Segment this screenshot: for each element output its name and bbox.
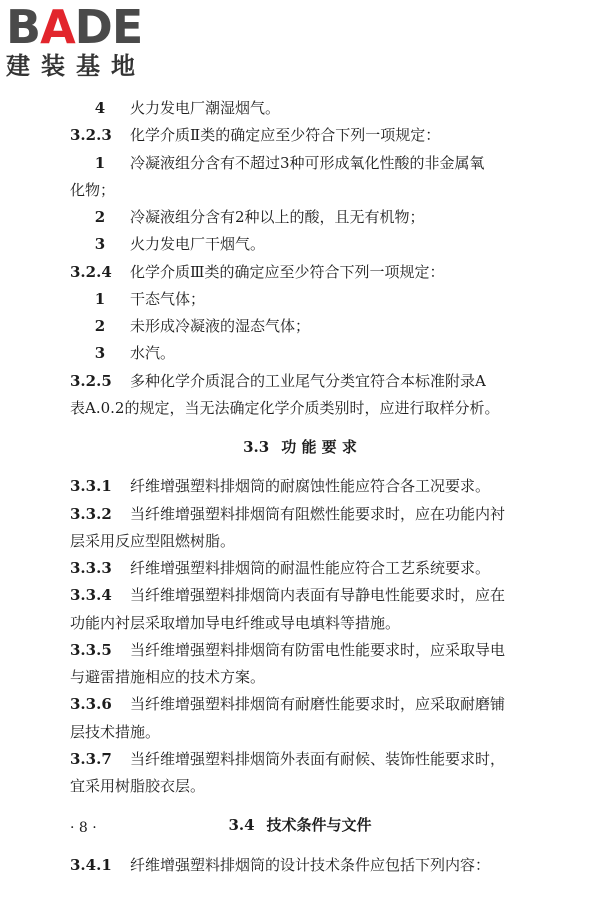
clause-text: 纤维增强塑料排烟筒的耐温性能应符合工艺系统要求。 xyxy=(130,559,491,577)
clause-number: 2 xyxy=(94,208,106,226)
logo-letter-a: A xyxy=(40,0,75,54)
clause-line xyxy=(70,582,530,609)
clause-line xyxy=(70,691,530,718)
clause-number: 3.3.2 xyxy=(70,504,112,523)
clause-text: 冷凝液组分含有不超过3种可形成氧化性酸的非金属氧 xyxy=(130,153,485,172)
section-heading xyxy=(70,812,530,839)
section-gap xyxy=(70,422,530,434)
clause-number: 3.2.5 xyxy=(70,371,112,390)
clause-text: 纤维增强塑料排烟筒的耐腐蚀性能应符合各工况要求。 xyxy=(130,477,491,496)
list-item xyxy=(70,150,530,177)
clause-text: 当纤维增强塑料排烟筒外表面有耐候、装饰性能要求时， xyxy=(130,749,506,768)
clause-number: 3.3.5 xyxy=(70,640,112,659)
clause-line xyxy=(70,368,530,395)
clause-line xyxy=(70,473,530,500)
clause-line xyxy=(70,501,530,528)
clause-line xyxy=(70,637,530,664)
clause-number: 3.4 xyxy=(228,816,255,835)
clause-text: 化学介质Ⅱ类的确定应至少符合下列一项规定： xyxy=(130,126,441,145)
logo-letter-b: B xyxy=(6,0,41,54)
clause-number: 4 xyxy=(94,99,106,117)
section-gap xyxy=(70,800,530,812)
clause-text: 纤维增强塑料排烟筒的设计技术条件应包括下列内容： xyxy=(130,855,491,874)
continuation-line xyxy=(70,610,530,637)
clause-text: 层技术措施。 xyxy=(70,722,161,741)
clause-text: 当纤维增强塑料排烟筒有防雷电性能要求时，应采取导电 xyxy=(130,640,506,659)
clause-number: 2 xyxy=(94,317,106,335)
continuation-line xyxy=(70,177,530,204)
logo-wordmark xyxy=(6,0,176,54)
clause-line xyxy=(70,555,530,582)
clause-line xyxy=(70,259,530,286)
clause-text: 水汽。 xyxy=(130,344,176,363)
clause-number: 3 xyxy=(94,235,106,254)
list-item xyxy=(70,286,530,313)
clause-text: 功 能 要 求 xyxy=(281,438,357,456)
clause-number: 1 xyxy=(94,289,106,308)
clause-text: 当纤维增强塑料排烟筒有阻燃性能要求时，应在功能内衬 xyxy=(130,504,506,523)
list-item xyxy=(70,340,530,367)
clause-text: 火力发电厂干烟气。 xyxy=(130,235,266,254)
document-body xyxy=(70,95,530,879)
list-item xyxy=(70,231,530,258)
section-gap xyxy=(70,461,530,473)
continuation-line xyxy=(70,773,530,800)
clause-text: 化物； xyxy=(70,180,116,199)
list-item xyxy=(70,95,530,122)
logo-letters-de: DE xyxy=(74,0,143,54)
clause-number: 3 xyxy=(94,344,106,363)
clause-text: 当纤维增强塑料排烟筒内表面有导静电性能要求时，应在 xyxy=(130,586,506,605)
clause-text: 火力发电厂潮湿烟气。 xyxy=(130,99,281,117)
clause-text: 冷凝液组分含有2种以上的酸，且无有机物； xyxy=(130,208,425,226)
clause-text: 功能内衬层采取增加导电纤维或导电填料等措施。 xyxy=(70,613,401,632)
clause-line xyxy=(70,746,530,773)
continuation-line xyxy=(70,528,530,555)
continuation-line xyxy=(70,395,530,422)
section-heading xyxy=(70,434,530,461)
clause-text: 技术条件与文件 xyxy=(266,816,372,835)
clause-number: 3.3.1 xyxy=(70,477,112,496)
bade-logo xyxy=(6,0,176,80)
clause-text: 化学介质Ⅲ类的确定应至少符合下列一项规定： xyxy=(130,262,445,281)
clause-number: 3.3.3 xyxy=(70,559,112,577)
clause-text: 层采用反应型阻燃树脂。 xyxy=(70,531,236,550)
clause-text: 与避雷措施相应的技术方案。 xyxy=(70,668,266,686)
section-gap xyxy=(70,840,530,852)
clause-text: 表A.0.2的规定，当无法确定化学介质类别时，应进行取样分析。 xyxy=(70,398,500,417)
clause-text: 干态气体； xyxy=(130,289,206,308)
logo-subtitle: 建装基地 xyxy=(6,52,146,80)
list-item xyxy=(70,313,530,340)
continuation-line xyxy=(70,664,530,691)
page-number: · 8 · xyxy=(70,820,97,836)
continuation-line xyxy=(70,719,530,746)
clause-text: 当纤维增强塑料排烟筒有耐磨性能要求时，应采取耐磨铺 xyxy=(130,695,506,714)
clause-number: 3.2.4 xyxy=(70,262,112,281)
clause-number: 1 xyxy=(94,153,106,172)
clause-number: 3.3.4 xyxy=(70,586,112,605)
clause-text: 未形成冷凝液的湿态气体； xyxy=(130,317,311,335)
clause-text: 宜采用树脂胶衣层。 xyxy=(70,777,206,795)
clause-number: 3.3 xyxy=(243,438,270,456)
clause-number: 3.4.1 xyxy=(70,855,112,874)
clause-number: 3.2.3 xyxy=(70,126,112,145)
clause-text: 多种化学介质混合的工业尾气分类宜符合本标准附录A xyxy=(130,371,486,390)
clause-number: 3.3.6 xyxy=(70,695,112,714)
clause-number: 3.3.7 xyxy=(70,749,112,768)
list-item xyxy=(70,204,530,231)
clause-line xyxy=(70,122,530,149)
clause-line xyxy=(70,852,530,879)
